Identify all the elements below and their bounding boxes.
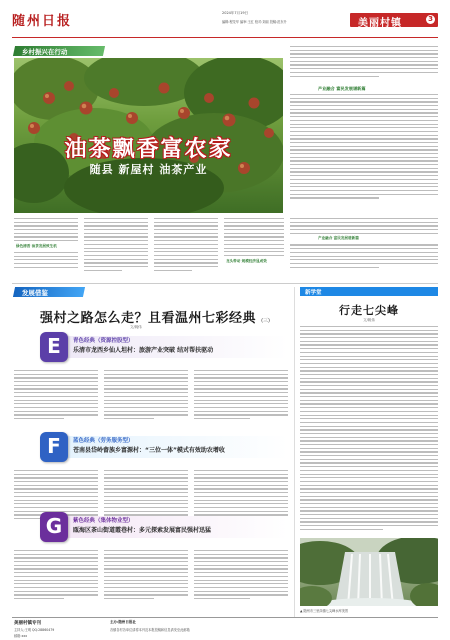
block-e-letter: E — [47, 334, 61, 358]
column-tag — [350, 13, 438, 27]
block-f-header — [40, 430, 288, 466]
block-f-label: 蓝色经典（劳务服务型） — [73, 438, 134, 444]
page-number-badge — [426, 15, 435, 24]
camellia-photo — [14, 58, 283, 213]
block-f-badge — [40, 432, 68, 462]
main-title-text: 强村之路怎么走？且看温州七彩经典 — [40, 311, 257, 326]
footer-left-host: 主持人:王明 QQ:28860479 — [14, 628, 55, 632]
subhead-right-2: 产业融合 富民发展谱新篇 — [318, 236, 359, 241]
photo-headline: 油茶飘香富农家 — [64, 136, 233, 162]
footer-right-line: 各镇各村各单位请将本刊及本报投稿和信息请发至此邮箱 — [110, 628, 190, 632]
main-byline: 文/姚伟 — [130, 325, 142, 329]
top-lower-column-2 — [84, 218, 148, 280]
footer-right-title: 主办:随州日报社 — [110, 620, 136, 624]
top-right-column-b — [290, 94, 438, 212]
top-lower-column-5 — [290, 218, 438, 280]
subhead-right-1: 产业融合 富民发展谱新篇 — [318, 86, 366, 91]
block-g-title: 瓯海区茶山街道霞巷村：多元探索发展富民强村迅猛 — [73, 527, 212, 534]
editor-line: 编辑:程龙华 编审:王红 校对:刘丽 投稿:范东升 — [222, 20, 287, 24]
main-article-title — [40, 307, 270, 326]
block-g-col2 — [104, 550, 188, 616]
side-column-text — [300, 326, 438, 536]
side-column-tag — [300, 287, 438, 296]
waterfall-photo — [300, 538, 438, 606]
page-number: 3 — [428, 15, 433, 23]
column-tag-label: 美丽村镇 — [358, 18, 402, 29]
block-f-letter: F — [47, 434, 61, 458]
block-e-col2 — [104, 370, 188, 430]
top-right-column-a — [290, 46, 438, 86]
photo-subtitle: 随县 新屋村 油茶产业 — [89, 163, 208, 176]
masthead-logo: 随州日报 — [12, 14, 73, 29]
subhead-mid: 龙头带动 规模经济显成效 — [226, 258, 267, 263]
block-g-label: 紫色经典（集体物业型） — [73, 518, 134, 524]
block-g-badge — [40, 512, 68, 542]
top-lower-column-4 — [224, 218, 284, 280]
footer-rule — [12, 617, 438, 618]
masthead — [0, 0, 450, 40]
photo-caption: ▲ 随州市三里岗镇七尖峰水库美景 — [300, 609, 349, 613]
top-lower-column-3 — [154, 218, 218, 280]
block-f-title: 苍南县岱岭畲族乡富源村：“三位一体”模式有效助农增收 — [73, 447, 225, 454]
section-divider — [12, 283, 438, 284]
footer-left-title: 美丽村镇专刊 — [14, 621, 41, 626]
subhead-left: 绿色清香 油茶发展致生机 — [16, 243, 57, 248]
section-banner-top — [13, 46, 105, 56]
waterfall-illustration — [300, 538, 438, 606]
block-g-letter: G — [45, 514, 63, 538]
section-banner-top-label: 乡村振兴在行动 — [21, 48, 68, 56]
date-line: 2024年7月19日 — [222, 11, 249, 15]
block-e-label: 青色经典（资源控股型） — [73, 338, 134, 344]
side-title: 行走七尖峰 — [339, 304, 399, 317]
side-column-tag-label: 新学堂 — [305, 290, 322, 296]
side-column-divider — [294, 287, 295, 617]
block-g-col3 — [194, 550, 288, 616]
section-banner-bottom — [13, 287, 85, 297]
block-e-title: 乐清市龙西乡仙人坦村：旅游产业突破 结对帮扶驱动 — [73, 347, 214, 354]
side-byline: 文/姚伟 — [363, 318, 375, 322]
top-lower-column-1 — [14, 218, 78, 280]
block-e-col1 — [14, 370, 98, 430]
block-g-col1 — [14, 550, 98, 616]
section-banner-bottom-label: 发展借鉴 — [21, 289, 48, 297]
main-title-suffix: (三) — [261, 318, 271, 324]
block-e-col3 — [194, 370, 288, 430]
masthead-rule — [12, 37, 438, 38]
block-e-badge — [40, 332, 68, 362]
block-g-header — [40, 510, 288, 546]
footer-left-sub: 邮箱:xxx — [14, 634, 28, 638]
block-e-header — [40, 330, 288, 366]
